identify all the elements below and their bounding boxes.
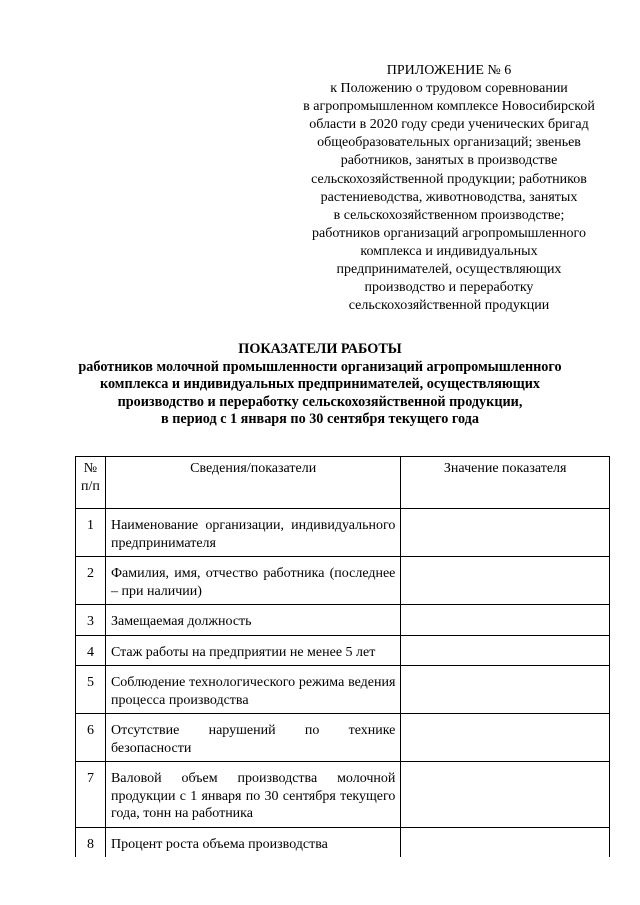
appendix-line: области в 2020 году среди ученических бригад <box>309 117 589 133</box>
row-number: 2 <box>76 557 106 605</box>
appendix-line: комплекса и индивидуальных <box>360 243 538 259</box>
row-number: 3 <box>76 605 106 636</box>
appendix-line: сельскохозяйственной продукции <box>348 298 550 314</box>
row-number: 6 <box>76 714 106 762</box>
row-value-cell[interactable] <box>401 557 610 605</box>
row-value-cell[interactable] <box>401 509 610 557</box>
table-header-row <box>76 457 610 509</box>
appendix-line: работников организаций агропромышленного <box>312 225 586 241</box>
row-number: 8 <box>76 827 106 857</box>
row-indicator: Фамилия, имя, отчество работника (последнее – при наличии) <box>105 557 400 605</box>
row-value-cell[interactable] <box>401 762 610 828</box>
row-indicator: Валовой объем производства молочной продукции с 1 января по 30 сентября текущего года, тонн на работника <box>105 762 400 828</box>
heading-subtitle-line: работников молочной промышленности организаций агропромышленного <box>78 358 562 375</box>
row-indicator: Стаж работы на предприятии не менее 5 лет <box>105 635 400 666</box>
table-row <box>76 714 610 762</box>
table-row <box>76 827 610 857</box>
row-value-cell[interactable] <box>401 827 610 857</box>
heading-subtitle-line: комплекса и индивидуальных предпринимателей, осуществляющих <box>100 376 540 393</box>
appendix-line: работников, занятых в производстве <box>340 153 558 169</box>
appendix-line: в сельскохозяйственном производстве; <box>333 207 565 223</box>
heading-subtitle-line: производство и переработку сельскохозяйственной продукции, <box>117 393 523 410</box>
appendix-line: ПРИЛОЖЕНИЕ № 6 <box>386 63 512 78</box>
appendix-line: общеобразовательных организаций; звеньев <box>317 135 581 151</box>
row-number: 1 <box>76 509 106 557</box>
row-number: 7 <box>76 762 106 828</box>
row-number: 5 <box>76 666 106 714</box>
appendix-line: в агропромышленном комплексе Новосибирской <box>303 99 595 115</box>
appendix-line: предпринимателей, осуществляющих <box>336 262 562 278</box>
table-row <box>76 635 610 666</box>
row-value-cell[interactable] <box>401 714 610 762</box>
header-value: Значение показателя <box>401 457 610 509</box>
heading-subtitle-line: в период с 1 января по 30 сентября текущего года <box>161 411 479 428</box>
row-value-cell[interactable] <box>401 635 610 666</box>
row-number: 4 <box>76 635 106 666</box>
row-indicator: Отсутствие нарушений по технике безопасности <box>105 714 400 762</box>
document-heading <box>40 341 600 429</box>
appendix-line: сельскохозяйственной продукции; работников <box>311 171 587 187</box>
row-indicator: Наименование организации, индивидуального предпринимателя <box>105 509 400 557</box>
appendix-line: к Положению о трудовом соревновании <box>330 81 568 97</box>
table-row <box>76 666 610 714</box>
table-row <box>76 557 610 605</box>
heading-title: ПОКАЗАТЕЛИ РАБОТЫ <box>238 341 402 357</box>
header-number: № п/п <box>76 457 106 509</box>
row-indicator: Процент роста объема производства <box>105 827 400 857</box>
header-info: Сведения/показатели <box>105 457 400 509</box>
row-value-cell[interactable] <box>401 605 610 636</box>
row-indicator: Соблюдение технологического режима ведения процесса производства <box>105 666 400 714</box>
appendix-line: производство и переработку <box>364 280 534 296</box>
table-row <box>76 509 610 557</box>
row-value-cell[interactable] <box>401 666 610 714</box>
row-indicator: Замещаемая должность <box>105 605 400 636</box>
table-row <box>76 605 610 636</box>
appendix-block <box>288 62 610 315</box>
indicators-table <box>75 456 610 857</box>
appendix-line: растениеводства, животноводства, занятых <box>320 189 578 205</box>
table-row <box>76 762 610 828</box>
